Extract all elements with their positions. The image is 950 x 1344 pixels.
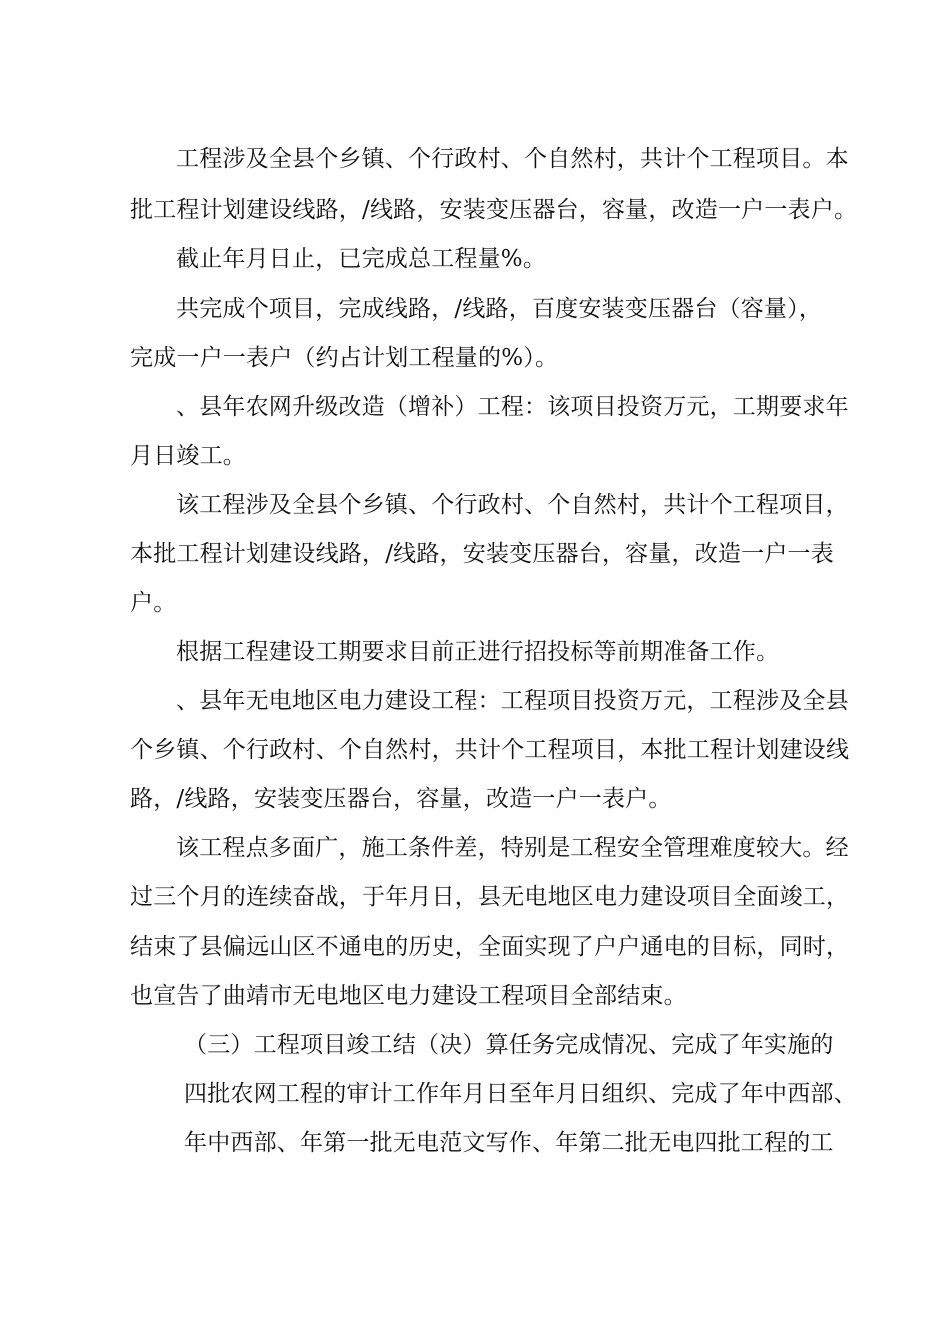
text-line: 年中西部、年第一批无电范文写作、年第二批无电四批工程的工 (184, 1130, 834, 1156)
text-line: 该工程涉及全县个乡镇、个行政村、个自然村，共计个工程项目， (176, 492, 849, 518)
text-line: 户。 (130, 590, 177, 616)
text-line: 截止年月日止，已完成总工程量%。 (176, 246, 547, 272)
text-line: 四批农网工程的审计工作年月日至年月日组织、完成了年中西部、 (184, 1081, 857, 1107)
text-line: 路，/线路，安装变压器台，容量，改造一户一表户。 (130, 786, 672, 812)
text-line: 本批工程计划建设线路，/线路，安装变压器台，容量，改造一户一表 (130, 541, 834, 567)
text-line: 批工程计划建设线路，/线路，安装变压器台，容量，改造一户一表户。 (130, 197, 858, 223)
text-line: 、县年农网升级改造（增补）工程：该项目投资万元，工期要求年 (176, 394, 849, 420)
text-line: 根据工程建设工期要求目前正进行招投标等前期准备工作。 (176, 639, 780, 665)
text-line: 个乡镇、个行政村、个自然村，共计个工程项目，本批工程计划建设线 (130, 737, 850, 763)
text-line: 工程涉及全县个乡镇、个行政村、个自然村，共计个工程项目。本 (176, 146, 849, 172)
text-line: （三）工程项目竣工结（决）算任务完成情况、完成了年实施的 (184, 1032, 834, 1058)
text-line: 也宣告了曲靖市无电地区电力建设工程项目全部结束。 (130, 983, 687, 1009)
text-line: 该工程点多面广，施工条件差，特别是工程安全管理难度较大。经 (176, 835, 849, 861)
text-line: 共完成个项目，完成线路，/线路，百度安装变压器台（容量）， (176, 296, 823, 322)
text-line: 结束了县偏远山区不通电的历史，全面实现了户户通电的目标，同时， (130, 934, 850, 960)
text-line: 月日竣工。 (130, 443, 246, 469)
text-line: 完成一户一表户（约占计划工程量的%）。 (130, 345, 559, 371)
text-line: 、县年无电地区电力建设工程：工程项目投资万元，工程涉及全县 (176, 688, 849, 714)
text-line: 过三个月的连续奋战，于年月日，县无电地区电力建设项目全面竣工， (130, 884, 850, 910)
